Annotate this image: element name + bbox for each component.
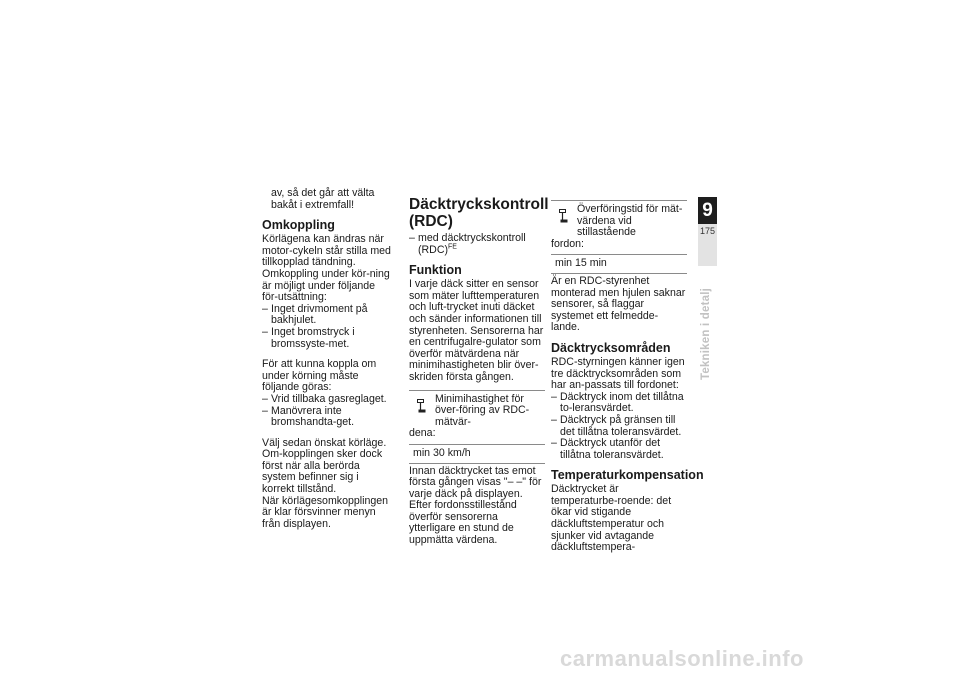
section-title (696, 274, 716, 394)
list-item-text: Inget drivmoment på bakhjulet. (271, 302, 368, 327)
column-2 (409, 188, 549, 547)
list-item-text: Däcktryck utanför det tillåtna toleransvärdet. (560, 437, 664, 461)
specification-note (409, 390, 545, 464)
chapter-tab (698, 197, 717, 266)
funktion-paragraph-2: Innan däcktrycket tas emot första gången visas "– –" för varje däck på displayen. Efter fordonsstillestånd överför sensorerna ytterligare en stund de uppmätta värdena. (409, 464, 542, 547)
list-item-text: Däcktryck på gränsen till det tillåtna toleransvärdet. (560, 413, 682, 438)
list-item (262, 394, 393, 406)
page-number: 175 (699, 226, 716, 236)
note-text-continued: dena: (409, 427, 436, 440)
note-text-continued: fordon: (551, 237, 584, 250)
list-item (262, 406, 393, 429)
funktion-paragraph-1: I varje däck sitter en sensor som mäter lufttemperaturen och luft-trycket inuti däcket och sänder informationen till styrenheten. Sensorerna har en centrifugalre-gulator som överför mätvärdena när minimihastigheten blir över-skriden första gången. (409, 278, 544, 383)
watermark: carmanualsonline.info (560, 646, 804, 671)
note-value: min 15 min (551, 254, 687, 273)
wrench-icon (417, 399, 427, 413)
note-text: Minimihastighet för över-föring av RDC-mätvär- (435, 392, 530, 428)
omraden-paragraph: RDC-styrningen känner igen tre däcktrycksområden som har an-passats till fordonet: (551, 355, 685, 392)
list-item (262, 304, 393, 327)
column-1 (262, 188, 393, 530)
dash-bullet: – (262, 325, 268, 338)
list-item (262, 327, 393, 350)
dash-bullet: – (551, 390, 557, 403)
omkoppling-paragraph-4: När körlägesomkopplingen är klar försvinner menyn från displayen. (262, 494, 389, 530)
list-item (551, 392, 687, 415)
omkoppling-paragraph-3: Välj sedan önskat körläge. Om-kopplingen sker dock först när alla berörda system befinner sig i korrekt tillstånd. (262, 436, 387, 496)
section-title-text: Tekniken i detalj (700, 287, 712, 381)
heading-omkoppling: Omkoppling (262, 218, 335, 233)
list-item-text: Vrid tillbaka gasreglaget. (271, 392, 387, 405)
list-item-text: Inget bromstryck i bromssyste-met. (271, 325, 355, 350)
heading-funktion: Funktion (409, 263, 462, 278)
specification-note (551, 200, 687, 274)
dash-bullet: – (551, 413, 557, 426)
rdc-paragraph: Är en RDC-styrenhet monterad men hjulen saknar sensorer, så flaggar systemet ett felmedde-lande. (551, 274, 686, 334)
dash-bullet: – (262, 302, 268, 315)
list-item (551, 438, 687, 461)
chapter-number: 9 (698, 197, 717, 224)
list-item (551, 415, 687, 438)
list-item-text: Manövrera inte bromshandta-get. (271, 404, 355, 429)
omkoppling-paragraph-1: Körlägena kan ändras när motor-cykeln står stilla med tillkopplad tändning. Omkoppling under kör-ning är möjligt under följande för-utsättning: (262, 233, 391, 304)
dash-bullet: – (262, 404, 268, 417)
heading-rdc: Däcktryckskontroll (RDC) (409, 196, 549, 230)
dash-bullet: – (409, 232, 415, 244)
optional-equipment-mark: FE (448, 243, 457, 251)
wrench-icon (559, 209, 569, 223)
dash-bullet: – (262, 392, 268, 405)
intro-text: av, så det går att välta bakåt i extremfall! (271, 187, 375, 211)
omkoppling-paragraph-2: För att kunna koppla om under körning måste följande göras: (262, 358, 377, 394)
column-3 (551, 188, 704, 554)
list-item-text: med däcktryckskontroll (RDC)$^{FE}$ (418, 232, 526, 256)
note-value: min 30 km/h (409, 444, 545, 463)
list-item (409, 233, 545, 256)
heading-temperaturkompensation: Temperaturkompensation (551, 468, 704, 483)
list-item-text: Däcktryck inom det tillåtna to-leransvärdet. (560, 390, 684, 415)
note-text: Överföringstid för mät-värdena vid stillastående (577, 203, 683, 239)
heading-dacktrycksomraden: Däcktrycksområden (551, 340, 671, 355)
dash-bullet: – (551, 437, 557, 450)
temperatur-paragraph: Däcktrycket är temperaturbe-roende: det ökar vid stigande däckluftstemperatur och sjunker vid avtagande däckluftstempera- (551, 483, 672, 554)
